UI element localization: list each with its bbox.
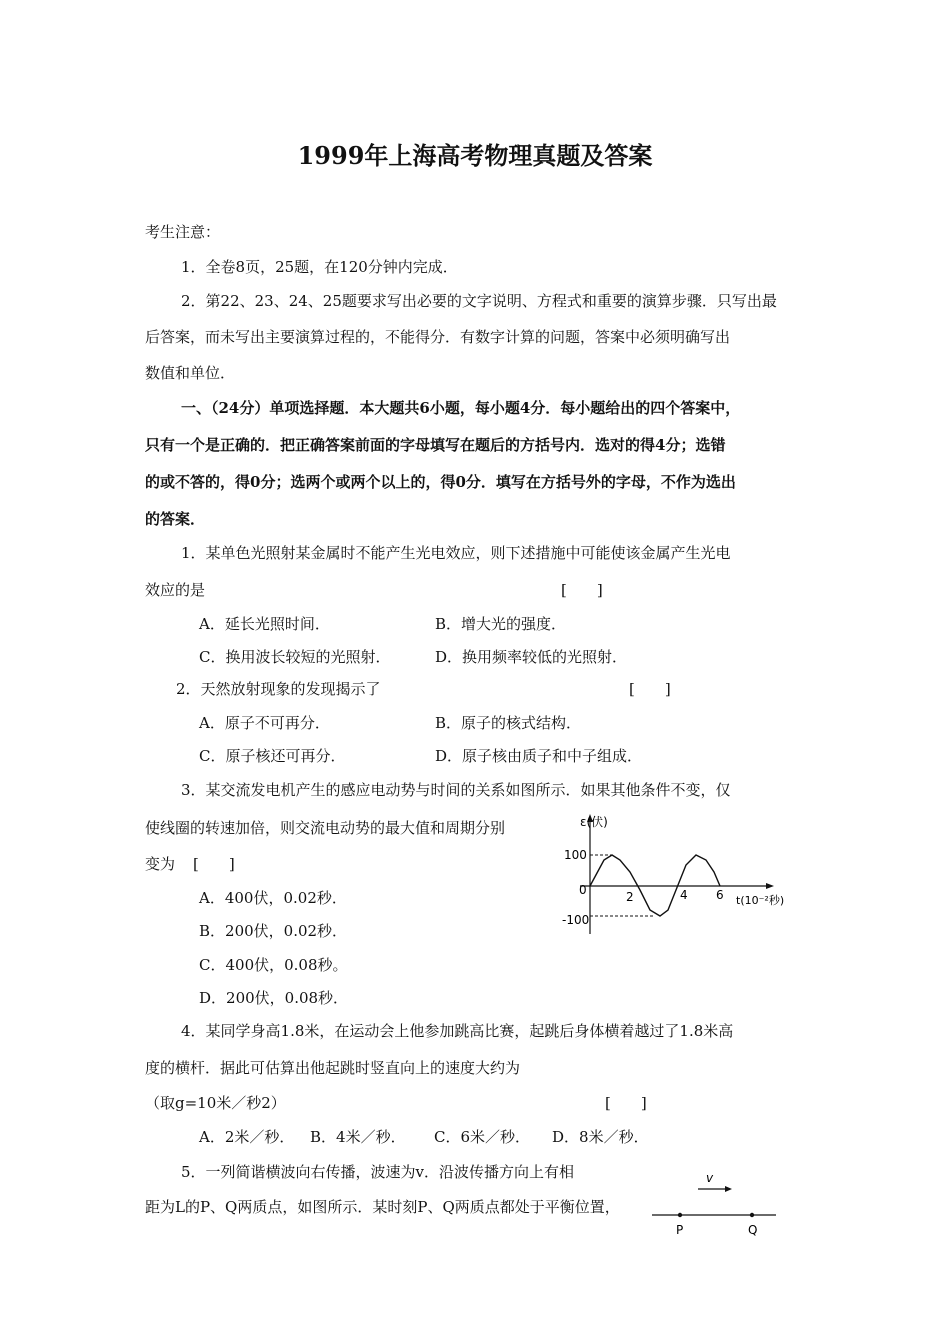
q1-option-a: A．延长光照时间．	[199, 615, 330, 633]
q3-stem-line-2: 使线圈的转速加倍，则交流电动势的最大值和周期分别	[145, 819, 506, 837]
y-axis-label: ε(伏)	[580, 815, 608, 829]
q2-option-d: D．原子核由质子和中子组成．	[435, 747, 643, 765]
notice-heading: 考生注意：	[145, 223, 221, 241]
q4-answer-bracket: [ ]	[605, 1094, 647, 1112]
x-tick-2: 2	[626, 890, 634, 904]
q3-stem-line-1: 3．某交流发电机产生的感应电动势与时间的关系如图所示．如果其他条件不变，仅	[181, 781, 731, 799]
page-title: 1999年上海高考物理真题及答案	[297, 141, 653, 170]
velocity-label: v	[706, 1171, 714, 1185]
q3-answer-bracket: [ ]	[193, 855, 235, 873]
q3-option-c: C．400伏，0.08秒。	[199, 956, 348, 974]
q4-option-c: C．6米／秒．	[434, 1128, 531, 1146]
q1-stem-line-1: 1．某单色光照射某金属时不能产生光电效应，则下述措施中可能使该金属产生光电	[181, 544, 731, 562]
q5-stem-line-1: 5．一列简谐横波向右传播，波速为v．沿波传播方向上有相	[181, 1163, 575, 1181]
q4-option-b: B．4米／秒．	[310, 1128, 406, 1146]
q4-option-a: A．2米／秒．	[199, 1128, 295, 1146]
q2-option-c: C．原子核还可再分．	[199, 747, 346, 765]
q1-stem-line-2: 效应的是	[145, 581, 206, 599]
section1-line-3: 的或不答的，得0分；选两个或两个以上的，得0分．填写在方括号外的字母，不作为选出	[145, 473, 736, 491]
point-p-dot	[678, 1213, 682, 1217]
x-axis-arrow	[766, 883, 774, 889]
section1-line-2: 只有一个是正确的．把正确答案前面的字母填写在题后的方括号内．选对的得4分；选错	[145, 436, 726, 454]
notice-item-2-line-3: 数值和单位．	[145, 364, 236, 382]
q3-option-b: B．200伏，0.02秒．	[199, 922, 348, 940]
point-q-dot	[750, 1213, 754, 1217]
y-tick-100: 100	[564, 848, 587, 862]
x-tick-6: 6	[716, 888, 724, 902]
q2-answer-bracket: [ ]	[629, 680, 671, 698]
q1-option-b: B．增大光的强度．	[435, 615, 567, 633]
q3-stem-line-3: 变为	[145, 855, 176, 873]
x-axis-label: t(10⁻²秒)	[736, 894, 785, 907]
notice-item-2-line-1: 2．第22、23、24、25题要求写出必要的文字说明、方程式和重要的演算步骤．只写出最	[181, 292, 777, 310]
q2-stem: 2．天然放射现象的发现揭示了	[176, 680, 381, 698]
q4-stem-line-1: 4．某同学身高1.8米，在运动会上他参加跳高比赛，起跳后身体横着越过了1.8米高	[181, 1022, 734, 1040]
q4-stem-line-2: 度的横杆．据此可估算出他起跳时竖直向上的速度大约为	[145, 1059, 521, 1077]
q3-option-d: D．200伏，0.08秒．	[199, 989, 349, 1007]
q2-option-a: A．原子不可再分．	[199, 714, 330, 732]
q4-option-d: D．8米／秒．	[552, 1128, 649, 1146]
notice-item-2-line-2: 后答案，而未写出主要演算过程的，不能得分．有数字计算的问题，答案中必须明确写出	[145, 328, 731, 346]
q1-option-c: C．换用波长较短的光照射．	[199, 648, 391, 666]
q3-option-a: A．400伏，0.02秒．	[199, 889, 347, 907]
point-p-label: P	[676, 1223, 684, 1237]
q1-answer-bracket: [ ]	[561, 581, 603, 599]
q2-option-b: B．原子的核式结构．	[435, 714, 582, 732]
point-q-label: Q	[748, 1223, 758, 1237]
velocity-arrowhead	[725, 1186, 732, 1192]
q3-emf-time-graph	[560, 810, 800, 940]
y-tick-minus-100: -100	[562, 913, 590, 927]
x-tick-4: 4	[680, 888, 688, 902]
notice-item-1: 1．全卷8页，25题，在120分钟内完成．	[181, 258, 458, 276]
q5-stem-line-2: 距为L的P、Q两质点，如图所示．某时刻P、Q两质点都处于平衡位置，	[145, 1198, 620, 1216]
section1-line-4: 的答案．	[145, 510, 206, 528]
q5-wave-figure	[650, 1168, 780, 1240]
q4-stem-line-3: （取g=10米／秒2）	[145, 1094, 286, 1112]
section1-line-1: 一、（24分）单项选择题．本大题共6小题，每小题4分．每小题给出的四个答案中，	[181, 399, 741, 417]
y-tick-0: 0	[579, 883, 587, 897]
q1-option-d: D．换用频率较低的光照射．	[435, 648, 628, 666]
